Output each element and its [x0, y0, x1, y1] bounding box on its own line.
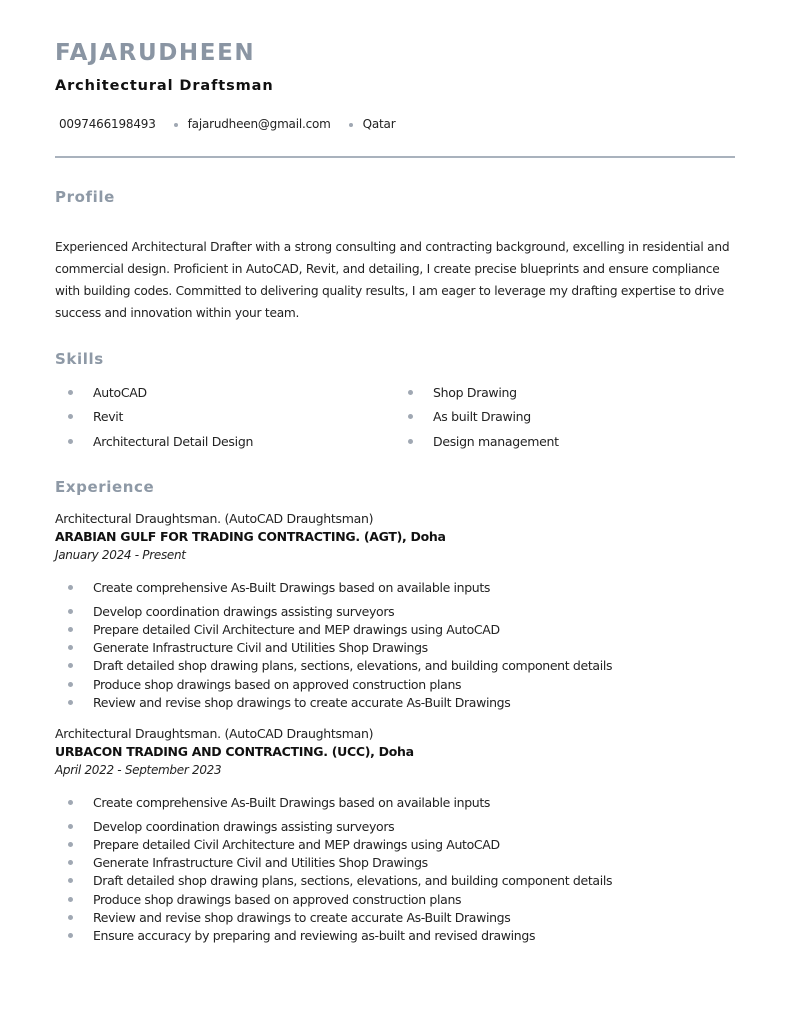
- duty-item: [55, 639, 735, 657]
- duty-text: Produce shop drawings based on approved construction plans: [93, 676, 462, 692]
- job-title: Architectural Draughtsman. (AutoCAD Draughtsman): [55, 511, 374, 526]
- section-title-skills: Skills: [55, 350, 104, 368]
- job-dates: January 2024 - Present: [55, 548, 186, 562]
- skill-item: [55, 405, 395, 430]
- job-duties: [55, 793, 735, 945]
- bullet-icon: [68, 933, 73, 938]
- duty-text: Develop coordination drawings assisting surveyors: [93, 603, 395, 619]
- duty-text: Create comprehensive As-Built Drawings based on available inputs: [93, 794, 491, 810]
- contact-email: fajarudheen@gmail.com: [187, 117, 331, 131]
- duty-item: [55, 908, 735, 926]
- job-company: URBACON TRADING AND CONTRACTING. (UCC), Doha: [55, 744, 414, 759]
- header-divider: [55, 156, 735, 158]
- duty-item: [55, 693, 735, 711]
- bullet-icon: [408, 414, 413, 419]
- duty-text: Draft detailed shop drawing plans, sections, elevations, and building component details: [93, 658, 613, 674]
- contact-location: Qatar: [362, 117, 396, 131]
- duty-text: Review and revise shop drawings to create accurate As-Built Drawings: [93, 909, 511, 925]
- bullet-icon: [408, 439, 413, 444]
- duty-text: Draft detailed shop drawing plans, sections, elevations, and building component details: [93, 873, 613, 889]
- bullet-icon: [408, 390, 413, 395]
- duty-item: [55, 620, 735, 638]
- section-title-profile: Profile: [55, 188, 115, 206]
- bullet-icon: [68, 585, 73, 590]
- candidate-name: FAJARUDHEEN: [55, 40, 256, 66]
- skill-item: [395, 405, 735, 430]
- duty-item: [55, 793, 735, 811]
- skill-label: As built Drawing: [433, 409, 531, 425]
- candidate-role: Architectural Draftsman: [55, 78, 274, 94]
- duty-item: [55, 657, 735, 675]
- job-company: ARABIAN GULF FOR TRADING CONTRACTING. (AGT), Doha: [55, 529, 446, 544]
- job-title: Architectural Draughtsman. (AutoCAD Draughtsman): [55, 726, 374, 741]
- profile-summary: Experienced Architectural Drafter with a strong consulting and contracting background, excelling in residential and commercial design. Proficient in AutoCAD, Revit, and detailing, I create precise blueprints and ensure compliance with building codes. Committed to delivering quality results, I am eager to leverage my drafting expertise to drive success and innovation within your team.: [55, 240, 730, 320]
- duty-item: [55, 602, 735, 620]
- separator-dot-icon: [174, 123, 178, 127]
- contact-line: [59, 117, 395, 131]
- duty-text: Ensure accuracy by preparing and reviewing as-built and revised drawings: [93, 927, 536, 943]
- job-entry: [55, 510, 735, 711]
- duty-text: Generate Infrastructure Civil and Utilities Shop Drawings: [93, 640, 428, 656]
- bullet-icon: [68, 390, 73, 395]
- bullet-icon: [68, 439, 73, 444]
- contact-phone: 0097466198493: [59, 117, 156, 131]
- bullet-icon: [68, 860, 73, 865]
- duty-item: [55, 675, 735, 693]
- skill-item: [55, 380, 395, 405]
- bullet-icon: [68, 915, 73, 920]
- duty-item: [55, 854, 735, 872]
- duty-item: [55, 578, 735, 596]
- duty-text: Review and revise shop drawings to create accurate As-Built Drawings: [93, 694, 511, 710]
- skill-label: Shop Drawing: [433, 384, 517, 400]
- separator-dot-icon: [349, 123, 353, 127]
- duty-item: [55, 835, 735, 853]
- bullet-icon: [68, 878, 73, 883]
- bullet-icon: [68, 800, 73, 805]
- skill-label: Architectural Detail Design: [93, 433, 254, 449]
- skill-label: AutoCAD: [93, 384, 147, 400]
- duty-text: Prepare detailed Civil Architecture and MEP drawings using AutoCAD: [93, 621, 500, 637]
- bullet-icon: [68, 897, 73, 902]
- bullet-icon: [68, 700, 73, 705]
- duty-text: Prepare detailed Civil Architecture and MEP drawings using AutoCAD: [93, 836, 500, 852]
- duty-text: Generate Infrastructure Civil and Utilities Shop Drawings: [93, 855, 428, 871]
- duty-text: Create comprehensive As-Built Drawings based on available inputs: [93, 579, 491, 595]
- bullet-icon: [68, 824, 73, 829]
- bullet-icon: [68, 609, 73, 614]
- duty-item: [55, 926, 735, 944]
- duty-text: Produce shop drawings based on approved construction plans: [93, 891, 462, 907]
- skill-label: Revit: [93, 409, 124, 425]
- bullet-icon: [68, 414, 73, 419]
- skills-list: [55, 380, 735, 454]
- skill-item: [55, 429, 395, 454]
- bullet-icon: [68, 645, 73, 650]
- section-title-experience: Experience: [55, 478, 155, 496]
- job-entry: [55, 725, 735, 945]
- duty-item: [55, 890, 735, 908]
- bullet-icon: [68, 627, 73, 632]
- skill-item: [395, 429, 735, 454]
- duty-item: [55, 817, 735, 835]
- duty-text: Develop coordination drawings assisting surveyors: [93, 818, 395, 834]
- bullet-icon: [68, 682, 73, 687]
- bullet-icon: [68, 663, 73, 668]
- duty-item: [55, 872, 735, 890]
- bullet-icon: [68, 842, 73, 847]
- skill-label: Design management: [433, 433, 559, 449]
- job-duties: [55, 578, 735, 711]
- skill-item: [395, 380, 735, 405]
- job-dates: April 2022 - September 2023: [55, 763, 222, 777]
